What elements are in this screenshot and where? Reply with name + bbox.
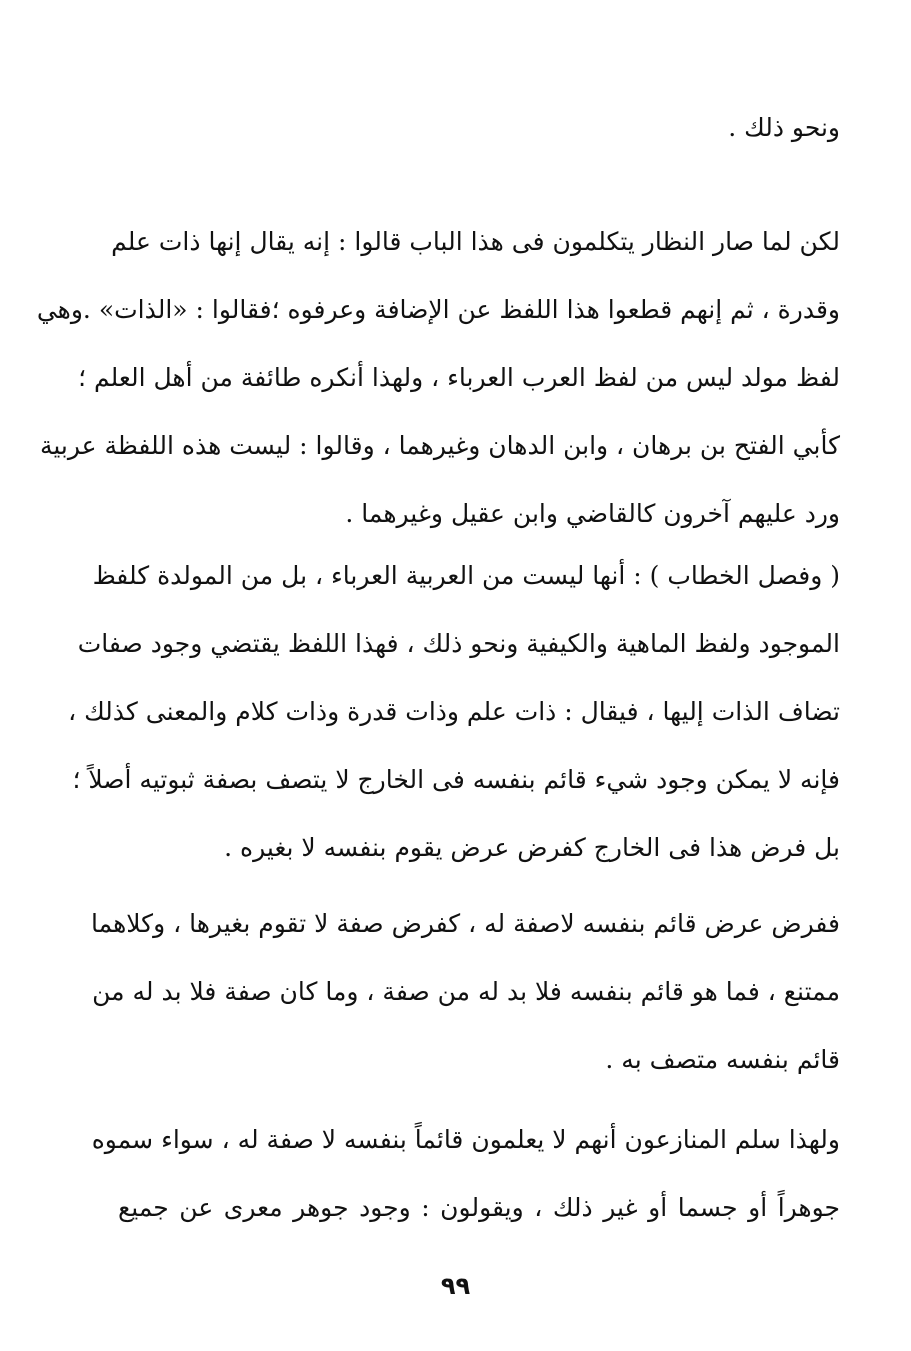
text-line: ممتنع ، فما هو قائم بنفسه فلا بد له من صفة ، وما كان صفة فلا بد له من	[92, 977, 840, 1006]
text-line: فإنه لا يمكن وجود شيء قائم بنفسه فى الخارج لا يتصف بصفة ثبوتيه أصلاً ؛	[72, 765, 840, 794]
text-line: تضاف الذات إليها ، فيقال : ذات علم وذات قدرة وذات كلام والمعنى كذلك ،	[68, 697, 840, 726]
text-line: ( وفصل الخطاب ) : أنها ليست من العربية العرباء ، بل من المولدة كلفظ	[92, 561, 840, 590]
text-line: قائم بنفسه متصف به .	[605, 1045, 840, 1074]
text-line: لفظ مولد ليس من لفظ العرب العرباء ، ولهذا أنكره طائفة من أهل العلم ؛	[78, 363, 840, 392]
text-line: بل فرض هذا فى الخارج كفرض عرض يقوم بنفسه لا بغيره .	[224, 833, 840, 862]
text-line: ولهذا سلم المنازعون أنهم لا يعلمون قائماً بنفسه لا صفة له ، سواء سموه	[91, 1125, 840, 1154]
text-line: كأبي الفتح بن برهان ، وابن الدهان وغيرهما ، وقالوا : ليست هذه اللفظة عربية	[39, 431, 840, 460]
paragraph-3	[68, 542, 840, 882]
text-line: ونحو ذلك .	[728, 113, 840, 142]
text-line: وقدرة ، ثم إنهم قطعوا هذا اللفظ عن الإضافة وعرفوه ؛فقالوا : «الذات» .وهي	[36, 295, 840, 324]
text-line: ففرض عرض قائم بنفسه لاصفة له ، كفرض صفة لا تقوم بغيرها ، وكلاهما	[91, 909, 840, 938]
page-number: ٩٩	[440, 1272, 471, 1300]
paragraph-2	[36, 208, 840, 548]
text-line: الموجود ولفظ الماهية والكيفية ونحو ذلك ، فهذا اللفظ يقتضي وجود صفات	[77, 629, 840, 658]
paragraph-1	[118, 94, 840, 162]
paragraph-5	[91, 1106, 840, 1242]
text-line: ورد عليهم آخرون كالقاضي وابن عقيل وغيرهما .	[345, 499, 840, 528]
paragraph-4	[91, 890, 840, 1094]
text-line: جوهراً أو جسما أو غير ذلك ، ويقولون : وجود جوهر معرى عن جميع	[118, 1193, 840, 1222]
text-line: لكن لما صار النظار يتكلمون فى هذا الباب قالوا : إنه يقال إنها ذات علم	[111, 227, 840, 256]
